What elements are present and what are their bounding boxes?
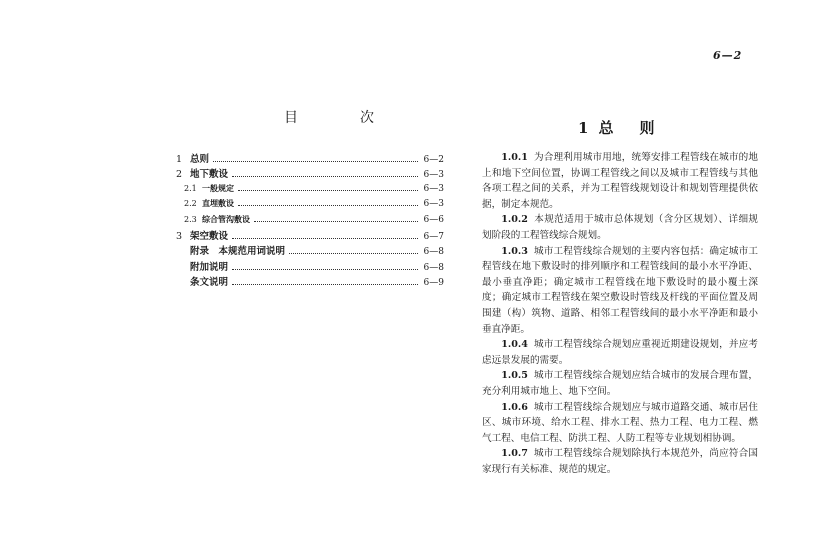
toc-entry-label: 一般规定 [202, 182, 234, 193]
table-of-contents [176, 151, 444, 290]
clause-paragraph [482, 400, 758, 447]
toc-title: 目 次 [284, 110, 398, 126]
toc-leader-dots [289, 245, 418, 254]
toc-entry-page: 6—7 [423, 231, 444, 242]
toc-entry[interactable] [176, 197, 444, 212]
toc-leader-dots [232, 276, 418, 285]
toc-entry-label: 地下敷设 [190, 169, 229, 181]
clause-number: 1.0.7 [501, 448, 528, 460]
toc-entry[interactable] [176, 243, 444, 258]
toc-leader-dots [238, 182, 418, 191]
toc-entry-page: 6—3 [423, 199, 444, 210]
clause-text: 为合理利用城市用地，统筹安排工程管线在城市的地上和地下空间位置，协调工程管线之间以及城市工程管线与其他各项工程之间的关系，并为工程管线规划设计和规划管理提供依据，制定本规范。 [482, 152, 758, 210]
toc-entry-number: 2.2 [184, 199, 197, 209]
toc-entry-page: 6—6 [423, 214, 444, 225]
toc-entry-page: 6—9 [423, 278, 444, 289]
clause-paragraph [482, 368, 758, 399]
toc-leader-dots [232, 168, 418, 177]
clause-text: 城市工程管线综合规划应结合城市的发展合理布置，充分利用城市地上、地下空间。 [482, 370, 758, 397]
toc-entry-page: 6—8 [423, 247, 444, 258]
clause-number: 1.0.5 [501, 370, 528, 382]
clause-text: 城市工程管线综合规划除执行本规范外，尚应符合国家现行有关标准、规范的规定。 [482, 448, 758, 475]
toc-entry-label: 架空敷设 [190, 230, 229, 242]
clause-paragraph [482, 446, 758, 477]
toc-entry-page: 6—3 [423, 170, 444, 181]
clause-number: 1.0.3 [501, 245, 528, 257]
clause-number: 1.0.1 [501, 152, 528, 163]
toc-entry-number: 2.3 [184, 214, 197, 224]
toc-entry-page: 6—2 [423, 155, 444, 165]
clause-paragraph [482, 244, 758, 338]
chapter-heading: 总则 [598, 119, 681, 137]
toc-entry[interactable] [176, 213, 444, 228]
toc-entry-label: 条文说明 [190, 277, 229, 289]
toc-entry[interactable] [176, 182, 444, 197]
clause-number: 1.0.6 [501, 401, 528, 413]
toc-leader-dots [238, 197, 418, 206]
toc-entry-number: 2.1 [184, 183, 197, 193]
clause-number: 1.0.4 [501, 339, 528, 351]
toc-entry-page: 6—8 [423, 262, 444, 273]
clause-text: 城市工程管线综合规划应与城市道路交通、城市居住区、城市环境、给水工程、排水工程、热力工程、电力工程、燃气工程、电信工程、防洪工程、人防工程等专业规划相协调。 [482, 401, 758, 444]
toc-leader-dots [232, 230, 418, 239]
toc-entry-label: 附录 本规范用词说明 [190, 246, 286, 258]
clause-text: 城市工程管线综合规划应重视近期建设规划，并应考虑远景发展的需要。 [482, 339, 758, 366]
toc-entry-label: 附加说明 [190, 261, 229, 273]
toc-entry-number: 3 [176, 230, 183, 242]
toc-entry[interactable] [176, 166, 444, 181]
chapter-number: 1 [578, 119, 589, 137]
toc-entry-label: 总则 [190, 154, 210, 165]
toc-leader-dots [213, 153, 418, 162]
clause-text: 城市工程管线综合规划的主要内容包括：确定城市工程管线在地下敷设时的排列顺序和工程管线间的最小水平净距、最小垂直净距；确定城市工程管线在地下敷设时的最小覆土深度；确定城市工程管线在架空敷设时管线及杆线的平面位置及周围建（构）筑物、道路、相邻工程管线间的最小水平净距和最小垂直净距。 [482, 245, 758, 335]
toc-entry[interactable] [176, 259, 444, 274]
chapter-title [578, 117, 680, 138]
toc-entry-number: 2 [176, 169, 183, 181]
toc-entry-label: 直埋敷设 [202, 198, 234, 209]
clause-number: 1.0.2 [501, 214, 528, 226]
page-number: 6—2 [713, 49, 743, 62]
chapter-body [482, 150, 758, 477]
toc-entry-page: 6—3 [423, 183, 444, 194]
toc-entry[interactable] [176, 274, 444, 289]
toc-entry[interactable] [176, 151, 444, 166]
clause-paragraph [482, 212, 758, 243]
toc-leader-dots [232, 261, 418, 270]
toc-entry[interactable] [176, 228, 444, 243]
toc-entry-number: 1 [176, 154, 183, 165]
clause-paragraph [482, 150, 758, 212]
toc-entry-label: 综合管沟敷设 [202, 213, 250, 224]
clause-paragraph [482, 337, 758, 368]
clause-text: 本规范适用于城市总体规划（含分区规划）、详细规划阶段的工程管线综合规划。 [482, 214, 758, 241]
toc-leader-dots [254, 213, 418, 222]
